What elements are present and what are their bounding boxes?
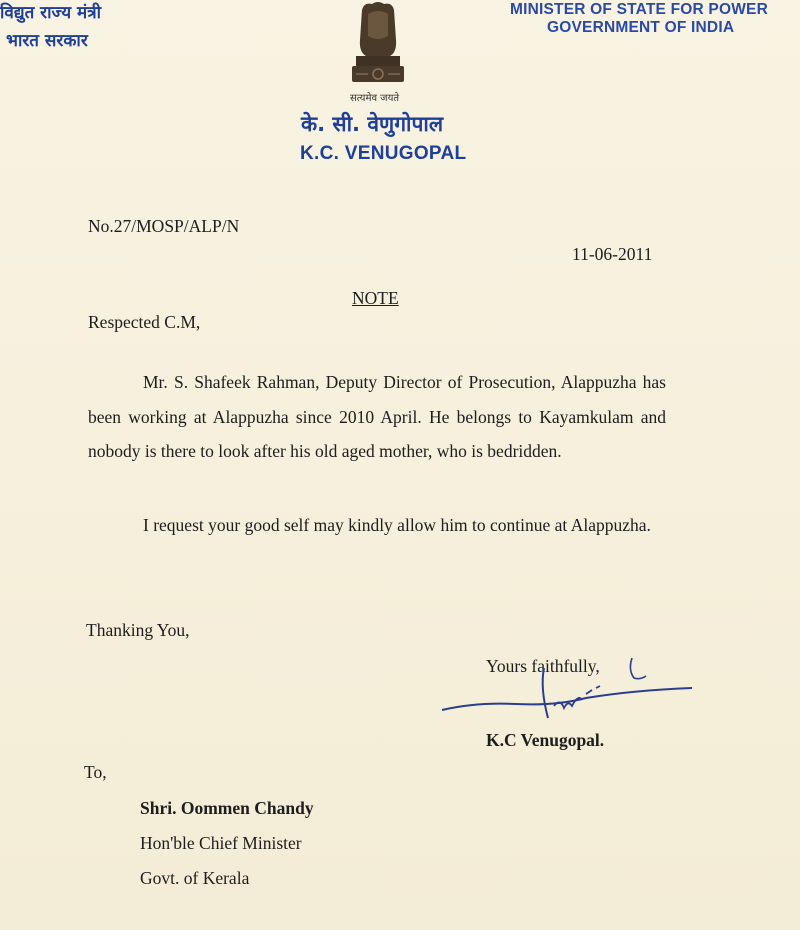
letter-subject: NOTE [352,288,399,308]
emblem-motto: सत्यमेव जयते [350,93,400,104]
signatory-name: K.C Venugopal. [486,730,605,750]
sender-name: K.C. VENUGOPAL [300,143,467,164]
hindi-ministry-title: विद्युत राज्य मंत्री [0,3,101,23]
national-emblem-icon [342,0,414,88]
thanks-line: Thanking You, [86,620,190,640]
recipient-organization: Govt. of Kerala [140,868,250,888]
to-label: To, [84,762,107,782]
government-title: GOVERNMENT OF INDIA [547,19,735,36]
salutation: Respected C.M, [88,312,201,332]
closing-line: Yours faithfully, [486,656,600,676]
hindi-government-title: भारत सरकार [6,31,88,51]
body-paragraph: I request your good self may kindly allow him to continue at Alappuzha. [143,515,651,535]
letter-date: 11-06-2011 [572,244,653,264]
reference-number: No.27/MOSP/ALP/N [88,216,240,236]
ministry-title: MINISTER OF STATE FOR POWER [510,1,768,18]
body-paragraph: Mr. S. Shafeek Rahman, Deputy Director of Prosecution, Alappuzha has been working at Alappuzha since 2010 April. He belongs to Kayamkulam and nobody is there to look after his old aged mother, who is bedridden. [88,372,666,461]
signature [436,648,716,728]
recipient-name: Shri. Oommen Chandy [140,798,314,818]
sender-name-hindi: के. सी. वेणुगोपाल [301,112,444,136]
recipient-title: Hon'ble Chief Minister [140,833,302,853]
